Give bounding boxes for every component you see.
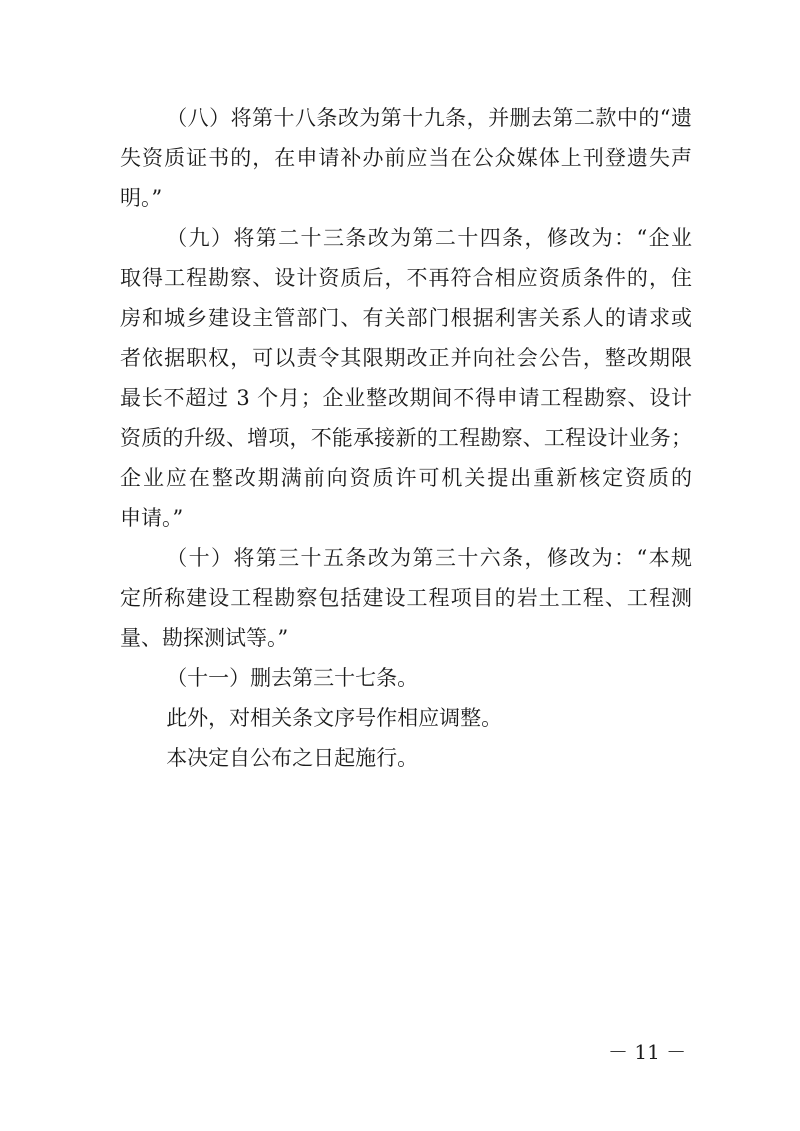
text-line: （十）将第三十五条改为第三十六条，修改为：“本规 [166, 546, 692, 570]
text-line: 明。” [120, 186, 163, 210]
paragraph-item-10 [120, 538, 692, 658]
paragraph-effective-date [120, 738, 692, 778]
text-line: （十一）删去第三十七条。 [166, 666, 419, 690]
text-line: 此外，对相关条文序号作相应调整。 [166, 706, 503, 730]
text-line: 本决定自公布之日起施行。 [166, 746, 419, 770]
text-line: 房和城乡建设主管部门、有关部门根据利害关系人的请求或 [120, 306, 692, 330]
text-line: （九）将第二十三条改为第二十四条，修改为：“企业 [166, 226, 692, 250]
text-line: （八）将第十八条改为第十九条，并删去第二款中的“遗 [166, 106, 692, 130]
paragraph-item-9 [120, 218, 692, 538]
paragraph-renumber-note [120, 698, 692, 738]
paragraph-item-8 [120, 98, 692, 218]
text-line: 取得工程勘察、设计资质后，不再符合相应资质条件的，住 [120, 266, 692, 290]
paragraph-item-11 [120, 658, 692, 698]
document-body [120, 98, 692, 778]
text-line: 最长不超过 3 个月；企业整改期间不得申请工程勘察、设计 [120, 386, 692, 410]
text-line: 失资质证书的，在申请补办前应当在公众媒体上刊登遗失声 [120, 146, 692, 170]
text-line: 企业应在整改期满前向资质许可机关提出重新核定资质的 [120, 466, 692, 490]
text-line: 量、勘探测试等。” [120, 626, 289, 650]
text-line: 定所称建设工程勘察包括建设工程项目的岩土工程、工程测 [120, 586, 692, 610]
text-line: 者依据职权，可以责令其限期改正并向社会公告，整改期限 [120, 346, 692, 370]
text-line: 申请。” [120, 506, 184, 530]
page-number: － 11 － [608, 1040, 687, 1064]
text-line: 资质的升级、增项，不能承接新的工程勘察、工程设计业务； [120, 426, 692, 450]
